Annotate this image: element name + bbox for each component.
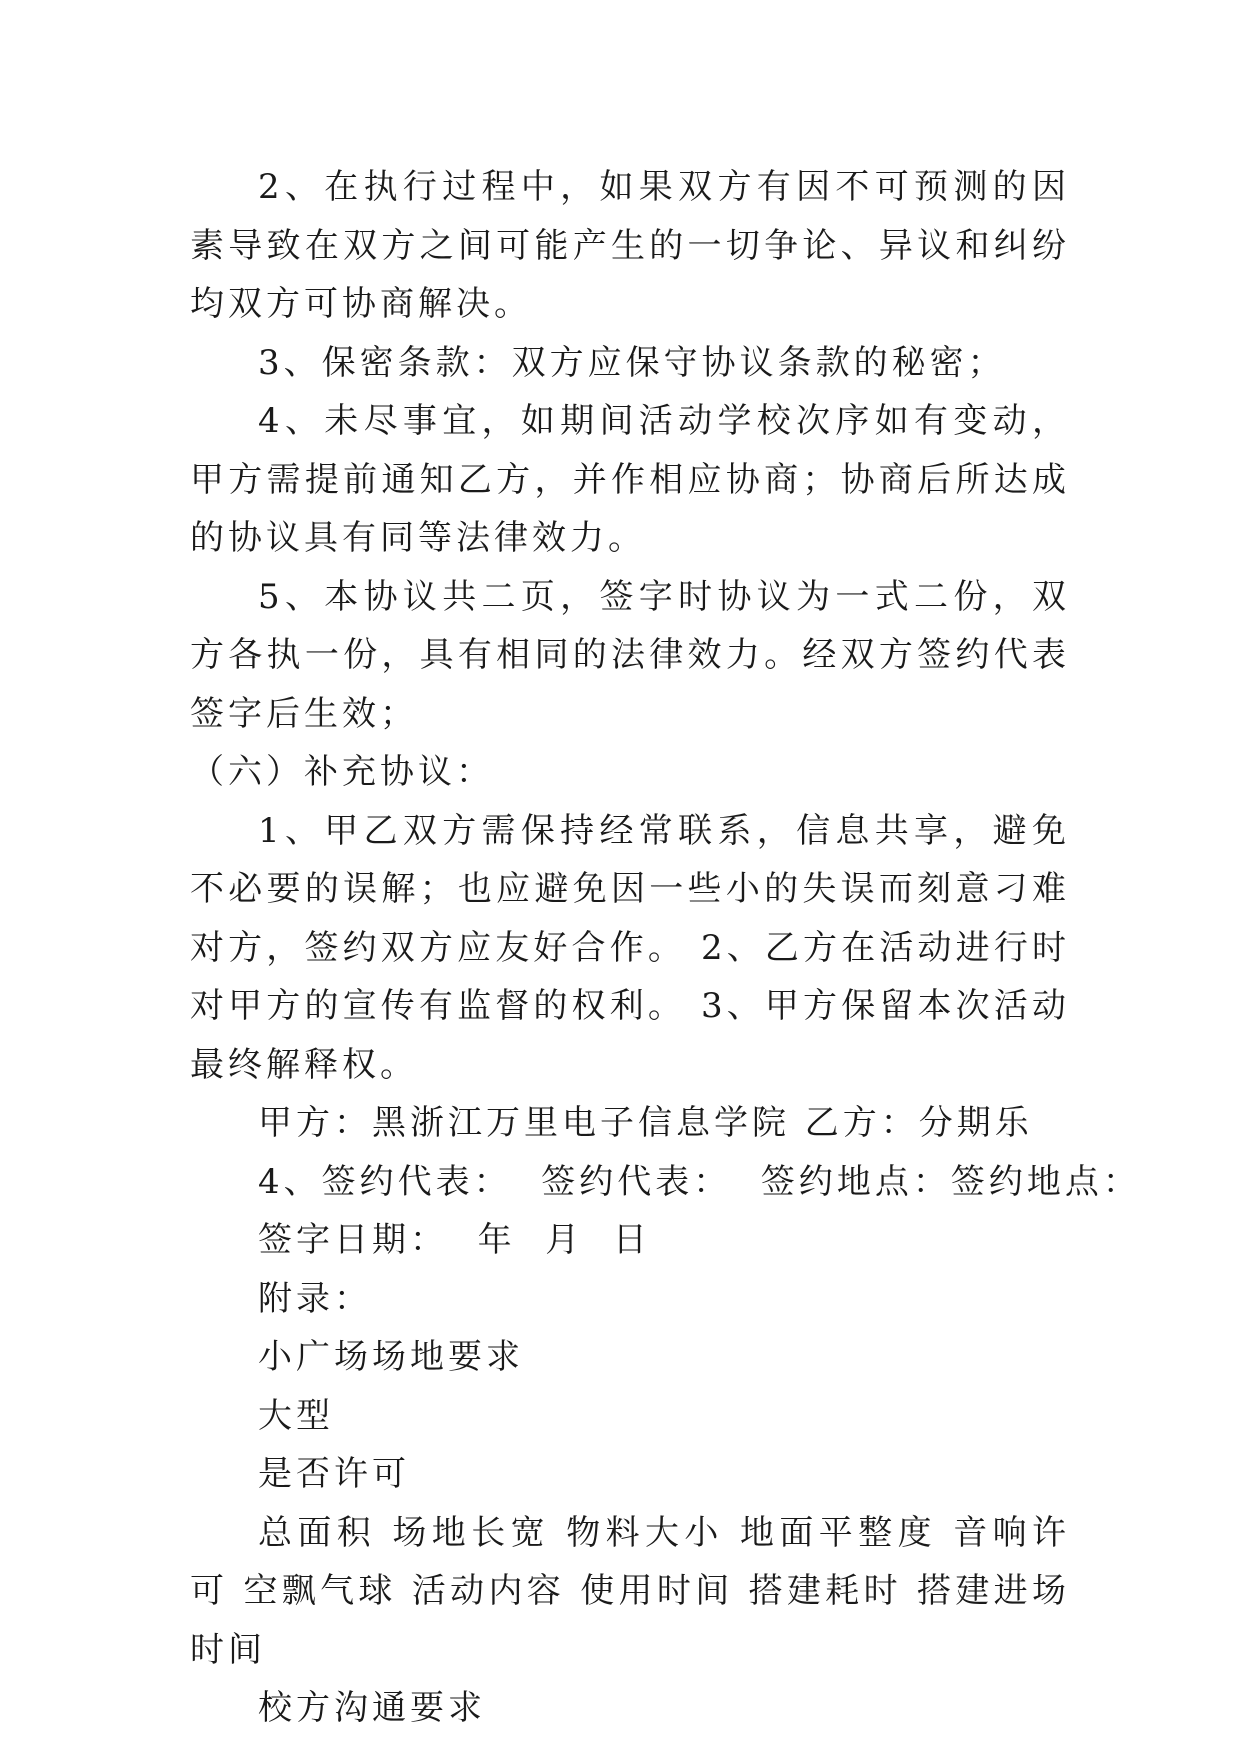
- signatories-line: 4、签约代表： 签约代表： 签约地点：签约地点：: [258, 1161, 1141, 1202]
- section-heading-supplementary: （六）补充协议：: [190, 752, 494, 792]
- document-body: [190, 158, 1141, 1738]
- clause-dispute-resolution: 2、在执行过程中，如果双方有因不可预测的因素导致在双方之间可能产生的一切争论、异议和纠纷均双方可协商解决。: [190, 167, 1070, 324]
- clause-unresolved-matters: 4、未尽事宜，如期间活动学校次序如有变动，甲方需提前通知乙方，并作相应协商；协商后所达成的协议具有同等法律效力。: [190, 401, 1070, 558]
- appendix-item-school-communication: 校方沟通要求: [258, 1688, 486, 1728]
- appendix-item-fields: 总面积 场地长宽 物料大小 地面平整度 音响许可 空飘气球 活动内容 使用时间 搭建耗时 搭建进场时间: [190, 1512, 1070, 1670]
- clause-supplementary-terms: 1、甲乙双方需保持经常联系，信息共享，避免不必要的误解；也应避免因一些小的失误而刻意刁难对方，签约双方应友好合作。 2、乙方在活动进行时对甲方的宣传有监督的权利。 3、甲方保留本次活动最终解释权。: [190, 810, 1070, 1085]
- appendix-item-large: 大型: [258, 1395, 334, 1436]
- clause-confidentiality: 3、保密条款：双方应保守协议条款的秘密；: [258, 342, 1006, 383]
- appendix-heading: 附录：: [258, 1278, 372, 1319]
- appendix-item-venue-requirements: 小广场场地要求: [258, 1337, 524, 1377]
- clause-copies: 5、本协议共二页，签字时协议为一式二份，双方各执一份，具有相同的法律效力。经双方签约代表签字后生效；: [190, 576, 1070, 734]
- parties-line: 甲方：黑浙江万里电子信息学院 乙方：分期乐: [258, 1103, 1033, 1143]
- signing-date-line: 签字日期： 年 月 日: [258, 1220, 651, 1260]
- appendix-item-permission: 是否许可: [258, 1454, 410, 1494]
